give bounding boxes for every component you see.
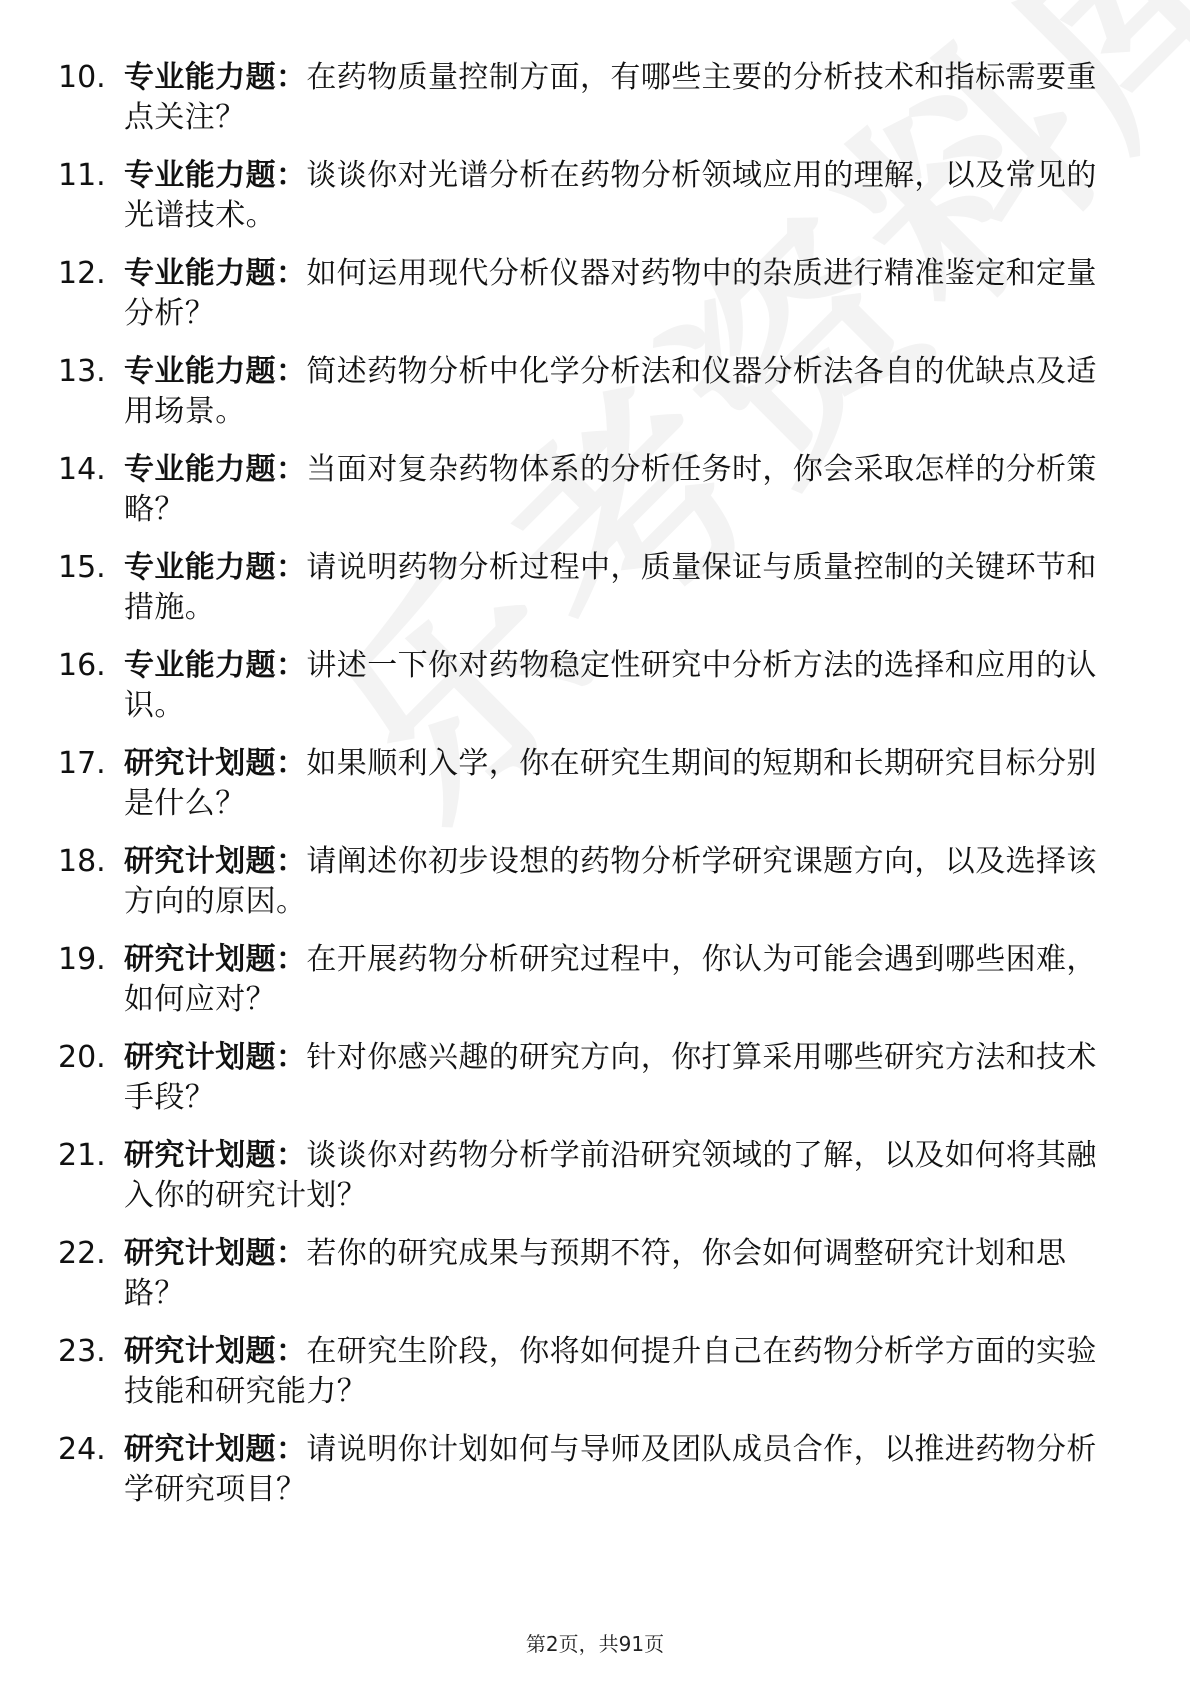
question-item [58, 1234, 1118, 1314]
question-text: 若你的研究成果与预期不符，你会如何调整研究计划和思路？ [124, 1236, 1067, 1311]
question-category: 研究计划题： [124, 1236, 307, 1271]
question-list [58, 58, 1118, 1528]
question-item [58, 352, 1118, 432]
question-item [58, 1038, 1118, 1118]
question-text: 在研究生阶段，你将如何提升自己在药物分析学方面的实验技能和研究能力？ [124, 1334, 1097, 1409]
question-text: 如何运用现代分析仪器对药物中的杂质进行精准鉴定和定量分析？ [124, 256, 1097, 331]
question-category: 研究计划题： [124, 942, 307, 977]
question-number: 17. [58, 746, 106, 781]
question-item [58, 744, 1118, 824]
question-item [58, 940, 1118, 1020]
question-text: 谈谈你对光谱分析在药物分析领域应用的理解，以及常见的光谱技术。 [124, 158, 1097, 233]
question-number: 18. [58, 844, 106, 879]
question-item [58, 842, 1118, 922]
question-item [58, 156, 1118, 236]
question-category: 专业能力题： [124, 354, 307, 389]
question-number: 20. [58, 1040, 106, 1075]
question-category: 研究计划题： [124, 746, 307, 781]
question-item [58, 1136, 1118, 1216]
question-number: 16. [58, 648, 106, 683]
question-text: 简述药物分析中化学分析法和仪器分析法各自的优缺点及适用场景。 [124, 354, 1097, 429]
question-category: 研究计划题： [124, 1040, 307, 1075]
question-number: 21. [58, 1138, 106, 1173]
question-item [58, 1430, 1118, 1510]
question-item [58, 548, 1118, 628]
question-text: 在开展药物分析研究过程中，你认为可能会遇到哪些困难，如何应对？ [124, 942, 1097, 1017]
question-number: 11. [58, 158, 106, 193]
question-text: 在药物质量控制方面，有哪些主要的分析技术和指标需要重点关注？ [124, 60, 1097, 135]
question-number: 22. [58, 1236, 106, 1271]
question-number: 13. [58, 354, 106, 389]
question-text: 讲述一下你对药物稳定性研究中分析方法的选择和应用的认识。 [124, 648, 1097, 723]
question-number: 23. [58, 1334, 106, 1369]
page-footer: 第2页，共91页 [525, 1632, 665, 1656]
question-category: 专业能力题： [124, 256, 307, 291]
question-category: 研究计划题： [124, 844, 307, 879]
question-text: 针对你感兴趣的研究方向，你打算采用哪些研究方法和技术手段？ [124, 1040, 1097, 1115]
question-text: 请阐述你初步设想的药物分析学研究课题方向，以及选择该方向的原因。 [124, 844, 1097, 919]
question-category: 研究计划题： [124, 1334, 307, 1369]
question-text: 谈谈你对药物分析学前沿研究领域的了解，以及如何将其融入你的研究计划？ [124, 1138, 1097, 1213]
question-category: 专业能力题： [124, 158, 307, 193]
question-item [58, 450, 1118, 530]
question-number: 19. [58, 942, 106, 977]
question-text: 请说明药物分析过程中，质量保证与质量控制的关键环节和措施。 [124, 550, 1097, 625]
question-item [58, 646, 1118, 726]
question-category: 研究计划题： [124, 1138, 307, 1173]
question-text: 请说明你计划如何与导师及团队成员合作，以推进药物分析学研究项目？ [124, 1432, 1097, 1507]
question-category: 研究计划题： [124, 1432, 307, 1467]
question-text: 当面对复杂药物体系的分析任务时，你会采取怎样的分析策略？ [124, 452, 1097, 527]
question-number: 14. [58, 452, 106, 487]
question-item [58, 58, 1118, 138]
question-number: 24. [58, 1432, 106, 1467]
question-category: 专业能力题： [124, 60, 307, 95]
question-category: 专业能力题： [124, 550, 307, 585]
question-number: 10. [58, 60, 106, 95]
question-text: 如果顺利入学，你在研究生期间的短期和长期研究目标分别是什么？ [124, 746, 1097, 821]
question-number: 12. [58, 256, 106, 291]
question-category: 专业能力题： [124, 452, 307, 487]
question-number: 15. [58, 550, 106, 585]
question-item [58, 254, 1118, 334]
question-category: 专业能力题： [124, 648, 307, 683]
question-item [58, 1332, 1118, 1412]
